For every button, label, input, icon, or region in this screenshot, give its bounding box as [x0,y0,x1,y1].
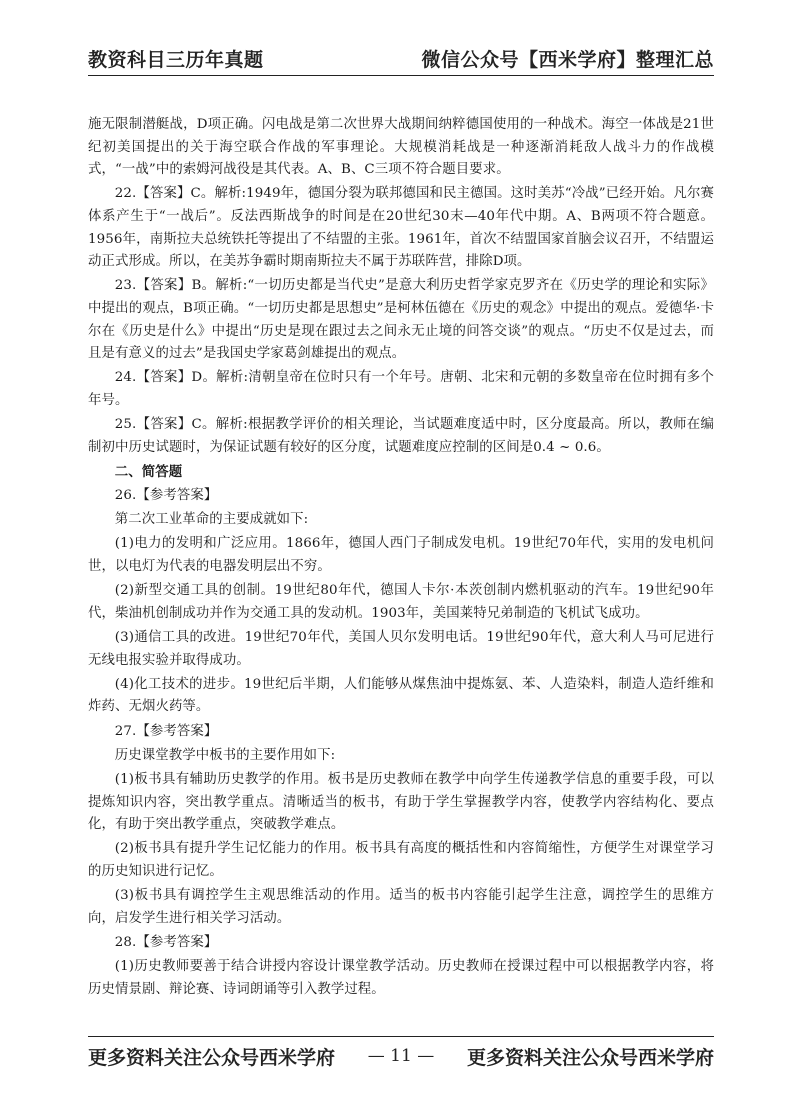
answer-26-intro: 第二次工业革命的主要成就如下: [114,512,309,528]
answer-27-point-1: (1)板书具有辅助历史教学的作用。板书是历史教师在教学中向学生传递教学信息的重要手段，可以提炼知识内容，突出教学重点。清晰适当的板书，有助于学生掌握教学内容，使教学内容结构化、要点化，有助于突出教学重点，突破教学难点。 [88,771,714,833]
answer-27-point-3: (3)板书具有调控学生主观思维活动的作用。适当的板书内容能引起学生注意，调控学生的思维方向，启发学生进行相关学习活动。 [88,888,714,926]
answer-28-point-1: (1)历史教师要善于结合讲授内容设计课堂教学活动。历史教师在授课过程中可以根据教学内容，将历史情景剧、辩论赛、诗词朗诵等引入教学过程。 [88,959,714,997]
answer-23: 23.【答案】B。解析:“一切历史都是当代史”是意大利历史哲学家克罗齐在《历史学的理论和实际》中提出的观点，B项正确。“一切历史都是思想史”是柯林伍德在《历史的观念》中提出的观点。爱德华·卡尔在《历史是什么》中提出“历史是现在跟过去之间永无止境的问答交谈”的观点。“历史不仅是过去，而且是有意义的过去”是我国史学家葛剑雄提出的观点。 [88,278,714,362]
paragraph-continuation: 施无限制潜艇战，D项正确。闪电战是第二次世界大战期间纳粹德国使用的一种战术。海空一体战是21世纪初美国提出的关于海空联合作战的军事理论。大规模消耗战是一种逐渐消耗敌人战斗力的作战模式，“一战”中的索姆河战役是其代表。A、B、C三项不符合题目要求。 [88,117,714,178]
header-left-title: 教资科目三历年真题 [88,49,264,71]
answer-27-intro: 历史课堂教学中板书的主要作用如下: [114,747,336,763]
document-body [88,114,714,1032]
answer-26-label: 26.【参考答案】 [114,488,218,504]
page-header [88,38,714,76]
answer-22: 22.【答案】C。解析:1949年，德国分裂为联邦德国和民主德国。这时美苏“冷战”已经开始。凡尔赛体系产生于“一战后”。反法西斯战争的时间是在20世纪30末—40年代中期。A、B两项不符合题意。1956年，南斯拉夫总统铁托等提出了不结盟的主张。1961年，首次不结盟国家首脑会议召开，不结盟运动正式形成。所以，在美苏争霸时期南斯拉夫不属于苏联阵营，排除D项。 [88,186,714,270]
answer-26-point-2: (2)新型交通工具的创制。19世纪80年代，德国人卡尔·本茨创制内燃机驱动的汽车。19世纪90年代，柴油机创制成功并作为交通工具的发动机。1903年，美国莱特兄弟制造的飞机试飞成功。 [88,583,714,621]
header-right-title: 微信公众号【西米学府】整理汇总 [421,49,714,71]
page-footer [88,1036,714,1071]
answer-27-label: 27.【参考答案】 [114,723,218,739]
footer-right-note: 更多资料关注公众号西米学府 [466,1046,714,1069]
answer-26-point-4: (4)化工技术的进步。19世纪后半期，人们能够从煤焦油中提炼氨、苯、人造染料，制造人造纤维和炸药、无烟火药等。 [88,676,714,715]
answer-26-point-3: (3)通信工具的改进。19世纪70年代，美国人贝尔发明电话。19世纪90年代，意大利人马可尼进行无线电报实验并取得成功。 [88,630,714,668]
answer-24: 24.【答案】D。解析:清朝皇帝在位时只有一个年号。唐朝、北宋和元朝的多数皇帝在位时拥有多个年号。 [88,370,714,408]
answer-27-point-2: (2)板书具有提升学生记忆能力的作用。板书具有高度的概括性和内容简缩性，方便学生对课堂学习的历史知识进行记忆。 [88,841,714,879]
answer-28-label: 28.【参考答案】 [114,934,218,950]
answer-25: 25.【答案】C。解析:根据教学评价的相关理论，当试题难度适中时，区分度最高。所以，教师在编制初中历史试题时，为保证试题有较好的区分度，试题难度应控制的区间是0.4 ~ 0.6。 [88,417,714,455]
footer-left-note: 更多资料关注公众号西米学府 [88,1046,336,1069]
page-number: — 11 — [367,1046,435,1066]
section-heading-short-answer: 二、简答题 [114,463,183,480]
answer-26-point-1: (1)电力的发明和广泛应用。1866年，德国人西门子制成发电机。19世纪70年代，实用的发电机问世，以电灯为代表的电器发明层出不穷。 [88,536,714,575]
